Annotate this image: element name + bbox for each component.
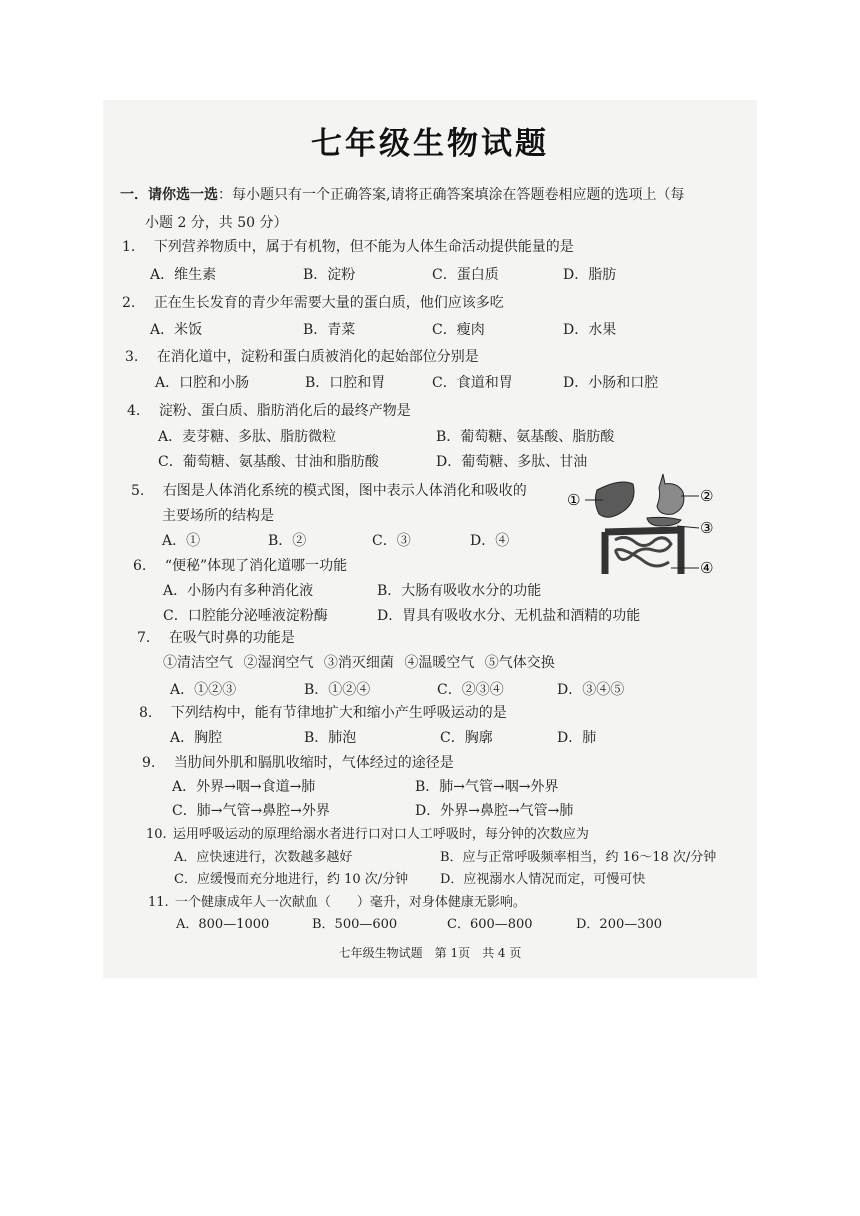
option-4d[interactable]: D．葡萄糖、多肽、甘油 xyxy=(436,454,588,470)
figure-label-2: ② xyxy=(700,487,714,505)
option-9c[interactable]: C．肺→气管→鼻腔→外界 xyxy=(172,803,330,819)
question-number: 5. xyxy=(131,483,145,499)
option-11d[interactable]: D．200—300 xyxy=(576,917,663,932)
option-3c[interactable]: C．食道和胃 xyxy=(432,375,513,391)
option-5b[interactable]: B．② xyxy=(268,533,307,549)
option-8d[interactable]: D．肺 xyxy=(557,730,597,746)
question-4 xyxy=(127,400,411,420)
option-6a[interactable]: A．小肠内有多种消化液 xyxy=(163,583,314,599)
option-11b[interactable]: B．500—600 xyxy=(312,917,398,932)
question-10 xyxy=(146,823,589,842)
question-1 xyxy=(122,236,574,256)
option-7a[interactable]: A．①②③ xyxy=(170,682,237,698)
option-4a[interactable]: A．麦芽糖、多肽、脂肪微粒 xyxy=(158,429,337,445)
option-10c[interactable]: C．应缓慢而充分地进行，约 10 次/分钟 xyxy=(174,872,409,887)
question-3 xyxy=(125,346,479,366)
question-number: 10. xyxy=(146,827,167,842)
option-1a[interactable]: A．维生素 xyxy=(150,267,217,283)
option-6c[interactable]: C．口腔能分泌唾液淀粉酶 xyxy=(163,608,328,624)
option-3a[interactable]: A．口腔和小肠 xyxy=(155,375,250,391)
question-stem: 下列结构中，能有节律地扩大和缩小产生呼吸运动的是 xyxy=(170,705,507,721)
question-stem: 在消化道中，淀粉和蛋白质被消化的起始部位分别是 xyxy=(156,349,479,365)
option-7c[interactable]: C．②③④ xyxy=(437,682,504,698)
option-2a[interactable]: A．米饭 xyxy=(150,322,203,338)
question-stem: 下列营养物质中，属于有机物，但不能为人体生命活动提供能量的是 xyxy=(153,239,574,255)
option-10a[interactable]: A．应快速进行，次数越多越好 xyxy=(174,850,353,865)
pancreas-shape xyxy=(647,517,681,526)
option-7b[interactable]: B．①②④ xyxy=(304,682,371,698)
figure-label-3: ③ xyxy=(700,519,714,537)
figure-label-1: ① xyxy=(567,491,581,509)
option-10d[interactable]: D．应视溺水人情况而定，可慢可快 xyxy=(440,872,646,887)
option-3b[interactable]: B．口腔和胃 xyxy=(305,375,386,391)
question-6 xyxy=(133,555,347,575)
question-stem: 一个健康成年人一次献血（ ）毫升，对身体健康无影响。 xyxy=(174,895,526,910)
option-6d[interactable]: D．胃具有吸收水分、无机盐和酒精的功能 xyxy=(377,608,641,624)
question-stem: “便秘”体现了消化道哪一功能 xyxy=(164,558,348,574)
option-6b[interactable]: B．大肠有吸收水分的功能 xyxy=(377,583,542,599)
question-number: 7. xyxy=(137,630,151,646)
option-11a[interactable]: A．800—1000 xyxy=(176,917,270,932)
stomach-shape xyxy=(657,474,684,514)
section-instruction: ：每小题只有一个正确答案,请将正确答案填涂在答题卷相应题的选项上（每 xyxy=(218,187,685,203)
option-1d[interactable]: D．脂肪 xyxy=(563,267,617,283)
option-1c[interactable]: C．蛋白质 xyxy=(432,267,499,283)
question-number: 4. xyxy=(127,403,141,419)
question-2 xyxy=(122,292,504,312)
option-4c[interactable]: C．葡萄糖、氨基酸、甘油和脂肪酸 xyxy=(158,454,379,470)
option-9b[interactable]: B．肺→气管→咽→外界 xyxy=(415,779,559,795)
option-7d[interactable]: D．③④⑤ xyxy=(557,682,625,698)
question-stem: 淀粉、蛋白质、脂肪消化后的最终产物是 xyxy=(158,403,411,419)
option-2c[interactable]: C．瘦肉 xyxy=(432,322,485,338)
option-10b[interactable]: B．应与正常呼吸频率相当，约 16～18 次/分钟 xyxy=(440,850,717,865)
option-3d[interactable]: D．小肠和口腔 xyxy=(563,375,659,391)
question-stem: 当肋间外肌和膈肌收缩时，气体经过的途径是 xyxy=(173,755,454,771)
question-stem: 正在生长发育的青少年需要大量的蛋白质，他们应该多吃 xyxy=(153,295,504,311)
question-stem: 右图是人体消化系统的模式图，图中表示人体消化和吸收的 xyxy=(162,483,527,499)
option-5a[interactable]: A．① xyxy=(162,533,201,549)
question-11 xyxy=(148,891,526,910)
question-8 xyxy=(139,702,507,722)
question-number: 1. xyxy=(122,239,136,255)
option-9a[interactable]: A．外界→咽→食道→肺 xyxy=(172,779,316,795)
option-5d[interactable]: D．④ xyxy=(470,533,510,549)
option-5c[interactable]: C．③ xyxy=(372,533,411,549)
figure-label-4: ④ xyxy=(700,559,714,577)
question-number: 11. xyxy=(148,895,169,910)
small-intestine-shape xyxy=(615,537,671,566)
question-5 xyxy=(131,480,527,500)
question-9 xyxy=(142,752,454,772)
option-8c[interactable]: C．胸廓 xyxy=(440,730,493,746)
question-stem-cont: ①清洁空气 ②湿润空气 ③消灭细菌 ④温暖空气 ⑤气体交换 xyxy=(163,655,555,671)
question-7 xyxy=(137,627,295,647)
option-2d[interactable]: D．水果 xyxy=(563,322,617,338)
question-number: 2. xyxy=(122,295,136,311)
option-4b[interactable]: B．葡萄糖、氨基酸、脂肪酸 xyxy=(436,429,615,445)
option-8b[interactable]: B．肺泡 xyxy=(304,730,357,746)
question-number: 3. xyxy=(125,349,139,365)
option-11c[interactable]: C．600—800 xyxy=(447,917,533,932)
question-number: 6. xyxy=(133,558,147,574)
page-footer: 七年级生物试题 第 1页 共 4 页 xyxy=(338,946,522,960)
option-1b[interactable]: B．淀粉 xyxy=(303,267,356,283)
option-2b[interactable]: B．青菜 xyxy=(303,322,356,338)
section-header xyxy=(120,184,684,204)
question-number: 9. xyxy=(142,755,156,771)
option-8a[interactable]: A．胸腔 xyxy=(170,730,223,746)
question-stem: 运用呼吸运动的原理给溺水者进行口对口人工呼吸时，每分钟的次数应为 xyxy=(172,827,589,842)
digestive-system-diagram xyxy=(565,470,725,580)
page-title: 七年级生物试题 xyxy=(311,126,549,162)
question-stem: 在吸气时鼻的功能是 xyxy=(168,630,295,646)
section-label: 一．请你选一选 xyxy=(120,187,218,203)
option-9d[interactable]: D．外界→鼻腔→气管→肺 xyxy=(415,803,574,819)
question-stem-cont: 主要场所的结构是 xyxy=(162,508,274,524)
section-instruction-cont: 小题 2 分，共 50 分） xyxy=(145,215,288,231)
question-number: 8. xyxy=(139,705,153,721)
